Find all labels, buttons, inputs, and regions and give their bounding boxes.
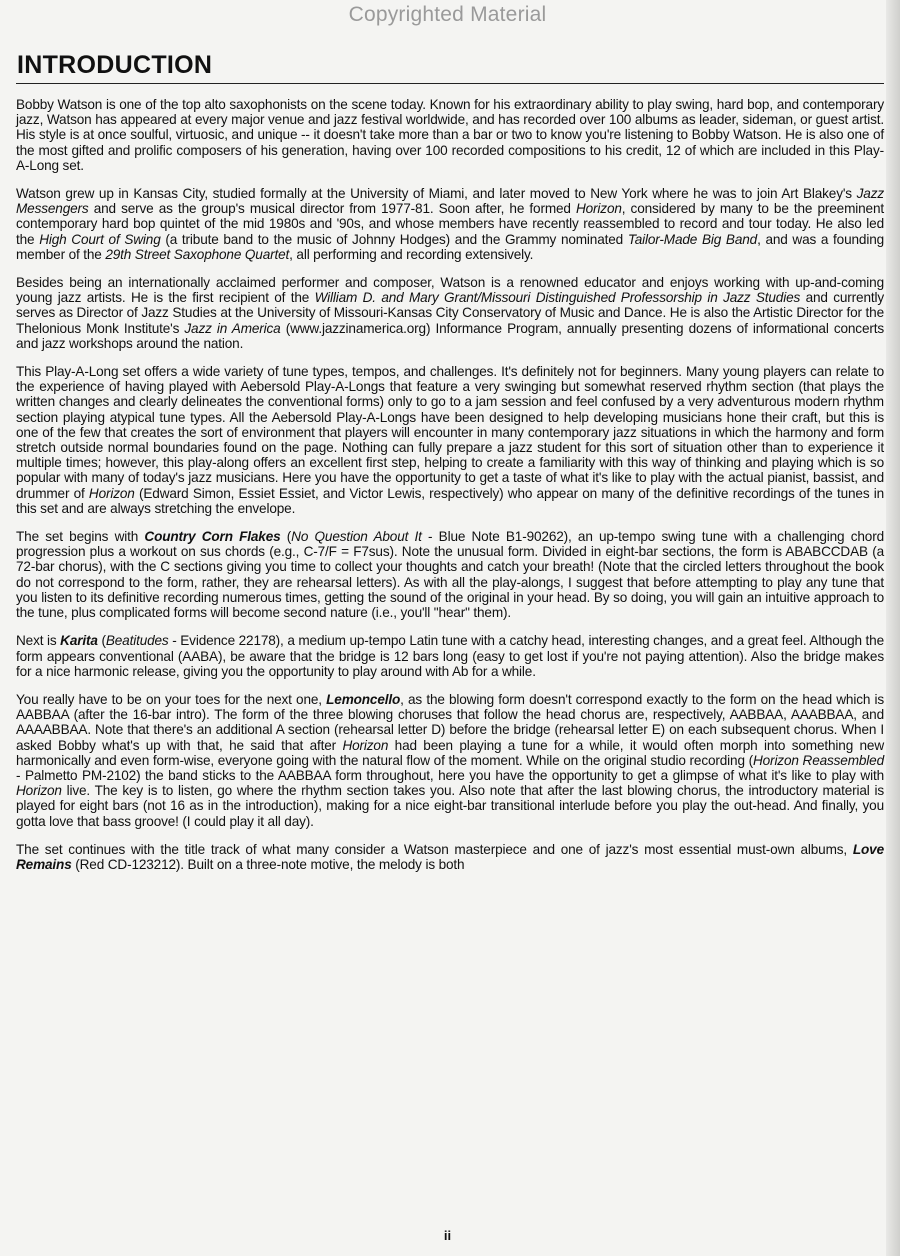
paragraph-karita: Next is Karita (Beatitudes - Evidence 22178), a medium up-tempo Latin tune with a catchy head, interesting changes, and a great feel. Although the form appears conventional (AABA), be aware that the bridge is 12 bars long (easy to get lost if you're not paying attention). Also the bridge makes for a nice harmonic release, giving you the opportunity to play around with Ab for a while. <box>16 633 884 679</box>
paragraph-lemoncello: You really have to be on your toes for the next one, Lemoncello, as the blowing form doesn't correspond exactly to the form on the head which is AABBAA (after the 16-bar intro). The form of the three blowing choruses that follow the head chorus are, respectively, AABBAA, AAABBAA, and AAAABBAA. Note that there's an additional A section (rehearsal letter D) before the bridge (rehearsal letter E) on each subsequent chorus. When I asked Bobby what's up with that, he said that after Horizon had been playing a tune for a while, it would often morph into something new harmonically and even form-wise, everyone going with the natural flow of the moment. While on the original studio recording (Horizon Reassembled - Palmetto PM-2102) the band sticks to the AABBAA form throughout, here you have the opportunity to get a glimpse of what it's like to play with Horizon live. The key is to listen, go where the rhythm section takes you. Also note that after the last blowing chorus, the introductory material is played for eight bars (not 16 as in the introduction), making for a nice eight-bar transitional interlude before you play the out-head. And finally, you gotta love that bass groove! (I could play it all day). <box>16 691 885 829</box>
paragraph-play-a-long: This Play-A-Long set offers a wide variety of tune types, tempos, and challenges. It's definitely not for beginners. Many young players can relate to the experience of having played with Aebersold Play-A-Longs that feature a very swinging but somewhat reserved rhythm section (that plays the written changes and clearly delineates the conventional forms) only to go to a jam session and feel confused by a very adventurous modern rhythm section playing atypical tune types. All the Aebersold Play-A-Longs have been designed to help developing musicians hone their craft, but this is one of the few that creates the sort of environment that players will encounter in many contemporary jazz situations in which the harmony and form stretch outside normal boundaries found on the page. Nothing can fully prepare a jazz student for this sort of situation other than to experience it multiple times; however, this play-along offers an excellent first step, helping to create a familiarity with this way of thinking and playing which is so popular with many of today's jazz musicians. Here you have the opportunity to get a taste of what it's like to play with the actual pianist, bassist, and drummer of Horizon (Edward Simon, Essiet Essiet, and Victor Lewis, respectively) who appear on many of the definitive recordings of the tunes in this set and are always stretching the envelope. <box>16 364 885 516</box>
paragraph-bio: Bobby Watson is one of the top alto saxophonists on the scene today. Known for his extraordinary ability to play swing, hard bop, and contemporary jazz, Watson has appeared at every major venue and jazz festival worldwide, and has recorded over 100 albums as leader, sideman, or guest artist. His style is at once soulful, virtuosic, and unique -- it doesn't take more than a bar or two to know you're listening to Bobby Watson. He is also one of the most gifted and prolific composers of his generation, having over 100 recorded compositions to his credit, 12 of which are included in this Play-A-Long set. <box>16 97 884 173</box>
copyright-watermark: Copyrighted Material <box>348 3 547 26</box>
paragraph-education: Besides being an internationally acclaimed performer and composer, Watson is a renowned educator and enjoys working with up-and-coming young jazz artists. He is the first recipient of the William D. and Mary Grant/Missouri Distinguished Professorship in Jazz Studies and currently serves as Director of Jazz Studies at the University of Missouri-Kansas City Conservatory of Music and Dance. He is also the Artistic Director for the Thelonious Monk Institute's Jazz in America (www.jazzinamerica.org) Informance Program, annually presenting dozens of informational concerts and jazz workshops around the nation. <box>16 275 885 351</box>
paragraph-career: Watson grew up in Kansas City, studied formally at the University of Miami, and later moved to New York where he was to join Art Blakey's Jazz Messengers and serve as the group's musical director from 1977-81. Soon after, he formed Horizon, considered by many to be the preeminent contemporary hard bop quintet of the mid 1980s and '90s, and whose members have recently reassembled to record and tour today. He also led the High Court of Swing (a tribute band to the music of Johnny Hodges) and the Grammy nominated Tailor-Made Big Band, and was a founding member of the 29th Street Saxophone Quartet, all performing and recording extensively. <box>16 186 885 262</box>
document-page <box>16 48 884 885</box>
page-edge-shadow <box>886 0 900 1256</box>
page-heading: INTRODUCTION <box>16 48 884 84</box>
paragraph-country-corn-flakes: The set begins with Country Corn Flakes (No Question About It - Blue Note B1-90262), an up-tempo swing tune with a challenging chord progression plus a workout on sus chords (e.g., C-7/F = F7sus). Note the unusual form. Divided in eight-bar sections, the form is ABABCCDAB (a 72-bar chorus), with the C sections giving you time to collect your thoughts and catch your breath! (Note that the circled letters throughout the book do not correspond to the form, rather, they are rehearsal letters). As with all the play-alongs, I suggest that before attempting to play any tune that you listen to its definitive recording numerous times, getting the sound of the original in your head. By so doing, you will gain an intuitive approach to the tune, plus complicated forms will become second nature (i.e., you'll "hear" them). <box>16 529 884 621</box>
paragraph-love-remains: The set continues with the title track of what many consider a Watson masterpiece and one of jazz's most essential must-own albums, Love Remains (Red CD-123212). Built on a three-note motive, the melody is both <box>16 841 884 872</box>
page-number: ii <box>443 1228 452 1243</box>
